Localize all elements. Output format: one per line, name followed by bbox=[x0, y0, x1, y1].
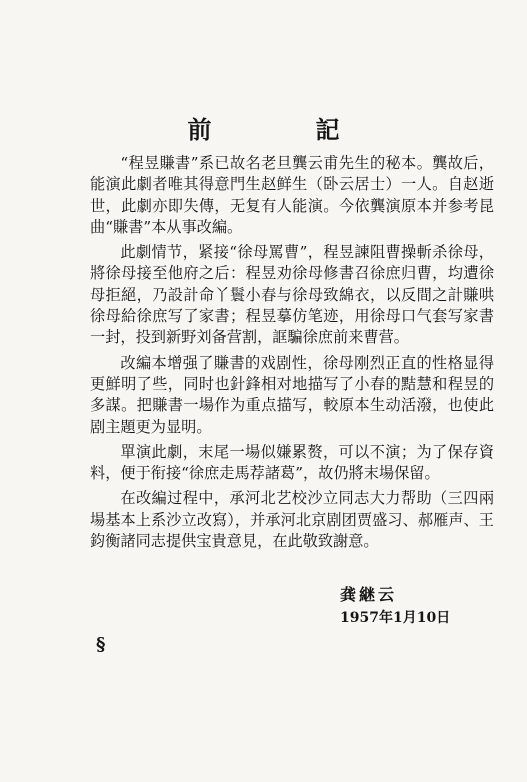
author-signature: 龚継云 bbox=[340, 585, 398, 604]
page-title: 前 記 bbox=[187, 115, 380, 144]
preface-body bbox=[90, 153, 494, 556]
paragraph: 單演此劇，末尾一場似嫌累赘，可以不演；为了保存資料，便于衔接“徐庶走馬荐諸葛”，故仍將末場保留。 bbox=[90, 442, 494, 483]
margin-mark: § bbox=[96, 634, 106, 655]
paragraph: “程昱賺書”系已故名老旦龔云甫先生的秘本。龔故后，能演此劇者唯其得意門生赵鲜生（卧云居士）一人。自赵逝世，此劇亦即失傳，无复有人能演。今依龔演原本并参考昆曲“賺書”本从事改編。 bbox=[90, 154, 494, 236]
paragraph: 此劇情节，紧接“徐母罵曹”，程昱諫阻曹操斬杀徐母，將徐母接至他府之后：程昱劝徐母修書召徐庶归曹，均遭徐母拒絕，乃設計命丫鬟小春与徐母致綿衣，以反間之計賺哄徐母給徐庶写了家書；程昱摹仿笔迹，用徐母口气套写家書一封，投到新野刘备营割，誆騙徐庶前来曹营。 bbox=[90, 243, 494, 347]
signature-date: 1957年1月10日 bbox=[340, 610, 451, 626]
paragraph: 在改編过程中，承河北艺校沙立同志大力帮助（三四兩場基本上系沙立改寫），并承河北京剧团贾盛习、郝雁声、王鈞衡諸同志提供宝貴意見，在此敬致謝意。 bbox=[90, 489, 494, 551]
paragraph: 改編本增强了賺書的戏剧性，徐母刚烈正直的性格显得更鮮明了些，同时也針鋒相对地描写了小春的黠慧和程昱的多謀。把賺書一場作为重点描写，較原本生动活潑，也使此剧主題更为显明。 bbox=[90, 353, 494, 436]
